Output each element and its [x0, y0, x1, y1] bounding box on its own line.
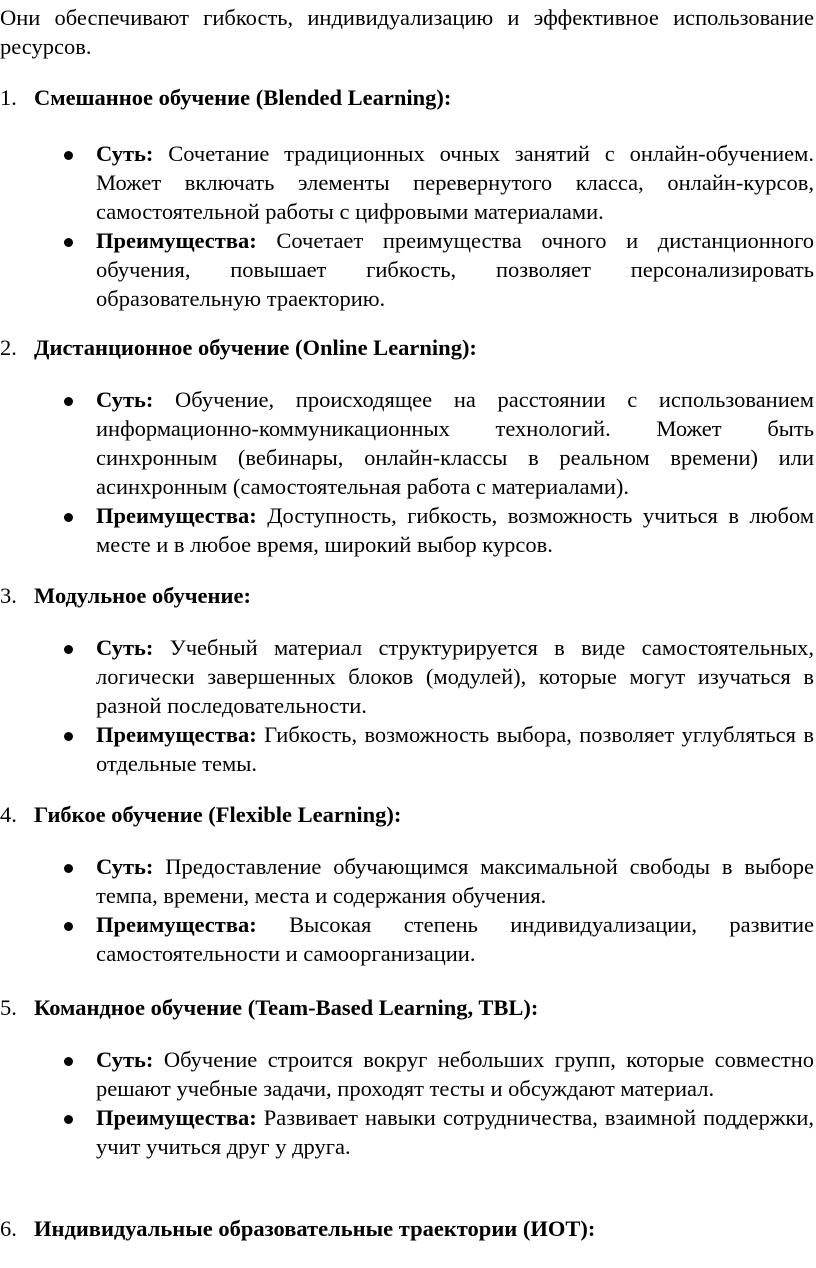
item-text: Высокая степень индивидуализации, развитие самостоятельности и самоорганизации.: [96, 912, 814, 966]
bullet-icon: [64, 1115, 73, 1124]
section-title: Индивидуальные образовательные траектории (ИОТ):: [34, 1216, 596, 1241]
bullet-icon: [64, 238, 73, 247]
item-text: Предоставление обучающимся максимальной свободы в выборе темпа, времени, места и содержания обучения.: [96, 854, 814, 908]
intro-paragraph: Они обеспечивают гибкость, индивидуализацию и эффективное использование ресурсов.: [0, 5, 814, 59]
section-title: Модульное обучение:: [34, 583, 251, 608]
section-2-list: [0, 385, 814, 559]
section-number: 2.: [0, 335, 17, 360]
item-text: Сочетает преимущества очного и дистанционного обучения, повышает гибкость, позволяет персонализировать образовательную траекторию.: [96, 228, 814, 311]
item-text: Сочетание традиционных очных занятий с онлайн-обучением. Может включать элементы перевернутого класса, онлайн-курсов, самостоятельной работы с цифровыми материалами.: [96, 141, 814, 224]
item-text: Доступность, гибкость, возможность учиться в любом месте и в любое время, широкий выбор курсов.: [96, 503, 814, 557]
item-text: Учебный материал структурируется в виде самостоятельных, логически завершенных блоков (модулей), которые могут изучаться в разной последовательности.: [96, 635, 814, 718]
bullet-icon: [64, 1057, 73, 1066]
section-heading-2: [0, 333, 814, 362]
section-number: 3.: [0, 583, 17, 608]
bullet-icon: [64, 864, 73, 873]
section-heading-6: [0, 1214, 814, 1243]
list-item: [0, 226, 814, 313]
item-text: Гибкость, возможность выбора, позволяет углубляться в отдельные темы.: [96, 722, 814, 776]
section-number: 4.: [0, 802, 17, 827]
list-item: [0, 1045, 814, 1103]
item-text: Обучение строится вокруг небольших групп, которые совместно решают учебные задачи, проходят тесты и обсуждают материал.: [96, 1047, 814, 1101]
section-heading-4: [0, 800, 814, 829]
list-item: [0, 385, 814, 501]
list-item: [0, 720, 814, 778]
list-item: [0, 501, 814, 559]
item-text: Развивает навыки сотрудничества, взаимной поддержки, учит учиться друг у друга.: [96, 1105, 814, 1159]
section-heading-5: [0, 993, 814, 1022]
section-title: Гибкое обучение (Flexible Learning):: [34, 802, 402, 827]
list-item: [0, 910, 814, 968]
section-3-list: [0, 633, 814, 778]
item-label: Суть:: [96, 141, 169, 166]
item-label: Суть:: [96, 854, 166, 879]
item-label: Суть:: [96, 387, 176, 412]
bullet-icon: [64, 732, 73, 741]
section-number: 5.: [0, 995, 17, 1020]
list-item: [0, 633, 814, 720]
section-title: Смешанное обучение (Blended Learning):: [34, 85, 452, 110]
list-item: [0, 139, 814, 226]
item-label: Преимущества:: [96, 1105, 264, 1130]
section-1-list: [0, 139, 814, 313]
list-item: [0, 852, 814, 910]
section-heading-3: [0, 581, 814, 610]
bullet-icon: [64, 513, 73, 522]
section-4-list: [0, 852, 814, 968]
item-label: Преимущества:: [96, 912, 290, 937]
section-title: Командное обучение (Team-Based Learning, TBL):: [34, 995, 539, 1020]
item-label: Суть:: [96, 635, 170, 660]
section-5-list: [0, 1045, 814, 1161]
section-number: 1.: [0, 85, 17, 110]
list-item: [0, 1103, 814, 1161]
item-label: Преимущества:: [96, 722, 265, 747]
bullet-icon: [64, 645, 73, 654]
section-heading-1: [0, 83, 814, 112]
bullet-icon: [64, 151, 73, 160]
item-label: Суть:: [96, 1047, 164, 1072]
bullet-icon: [64, 397, 73, 406]
section-title: Дистанционное обучение (Online Learning):: [34, 335, 477, 360]
section-number: 6.: [0, 1216, 17, 1241]
item-text: Обучение, происходящее на расстоянии с использованием информационно-коммуникационных технологий. Может быть синхронным (вебинары, онлайн-классы в реальном времени) или асинхронным (самостоятельная работа с материалами).: [96, 387, 814, 499]
item-label: Преимущества:: [96, 228, 277, 253]
item-label: Преимущества:: [96, 503, 268, 528]
bullet-icon: [64, 922, 73, 931]
